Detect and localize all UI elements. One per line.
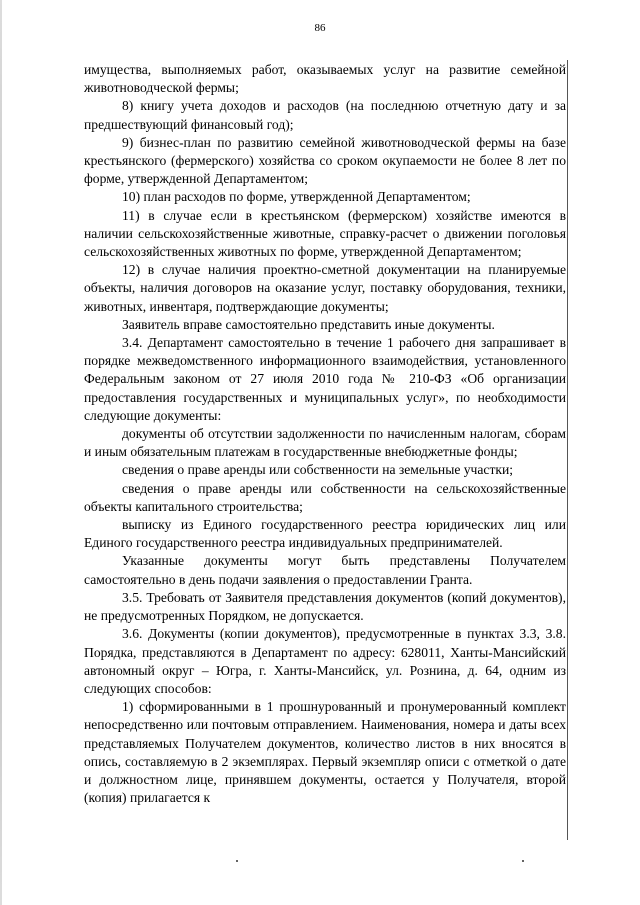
- paragraph: 1) сформированными в 1 прошнурованный и пронумерованный комплект непосредственно или почтовым отправлением. Наименования, номера и даты всех представляемых Получателем документов, количество листов в них вносятся в опись, составляемую в 2 экземплярах. Первый экземпляр описи с отметкой о дате и должностном лице, принявшем документы, остается у Получателя, второй (копия) прилагается к: [84, 699, 566, 806]
- scan-right-margin-line: [567, 60, 568, 840]
- paragraph: 8) книгу учета доходов и расходов (на последнюю отчетную дату и за предшествующий финансовый год);: [84, 98, 566, 132]
- page-number: 86: [314, 22, 326, 34]
- paragraph: 12) в случае наличия проектно-сметной документации на планируемые объекты, наличия договоров на оказание услуг, поставку оборудования, техники, животных, инвентаря, подтверждающие документы;: [84, 262, 566, 314]
- paragraph: сведения о праве аренды или собственности на земельные участки;: [122, 462, 514, 478]
- paragraph: 3.4. Департамент самостоятельно в течение 1 рабочего дня запрашивает в порядке межведомственного информационного взаимодействия, установленного Федеральным законом от 27 июля 2010 года № 210-ФЗ «Об организации предоставления государственных и муниципальных услуг», по необходимости следующие документы:: [84, 335, 566, 423]
- paragraph: Указанные документы могут быть представлены Получателем самостоятельно в день подачи заявления о предоставлении Гранта.: [84, 553, 566, 587]
- paragraph: 9) бизнес-план по развитию семейной животноводческой фермы на базе крестьянского (фермерского) хозяйства со сроком окупаемости не более 8 лет по форме, утвержденной Департаментом;: [84, 134, 566, 187]
- paragraph: 11) в случае если в крестьянском (фермерском) хозяйстве имеются в наличии сельскохозяйственные животные, справку-расчет о движении поголовья сельскохозяйственных животных по форме, утвержденной Департаментом;: [84, 207, 566, 260]
- scan-left-edge: [0, 0, 2, 905]
- scan-speck: [522, 860, 524, 862]
- paragraph: имущества, выполняемых работ, оказываемых услуг на развитие семейной животноводческой фермы;: [84, 62, 566, 96]
- scan-speck: [236, 860, 238, 862]
- paragraph: 3.6. Документы (копии документов), предусмотренные в пунктах 3.3, 3.8. Порядка, представляются в Департамент по адресу: 628011, Ханты-Мансийский автономный округ – Югра, г. Ханты-Мансийск, ул. Рознина, д. 64, одним из следующих способов:: [84, 626, 566, 696]
- paragraph: 10) план расходов по форме, утвержденной Департаментом;: [122, 189, 471, 205]
- paragraph: документы об отсутствии задолженности по начисленным налогам, сборам и иным обязательным платежам в государственные внебюджетные фонды;: [84, 426, 566, 460]
- paragraph: 3.5. Требовать от Заявителя представления документов (копий документов), не предусмотренных Порядком, не допускается.: [84, 589, 566, 624]
- paragraph: Заявитель вправе самостоятельно представить иные документы.: [122, 316, 495, 332]
- paragraph: выписку из Единого государственного реестра юридических лиц или Единого государственного реестра индивидуальных предпринимателей.: [84, 517, 566, 551]
- document-body: [84, 61, 566, 807]
- paragraph: сведения о праве аренды или собственности на сельскохозяйственные объекты капитального строительства;: [84, 480, 566, 514]
